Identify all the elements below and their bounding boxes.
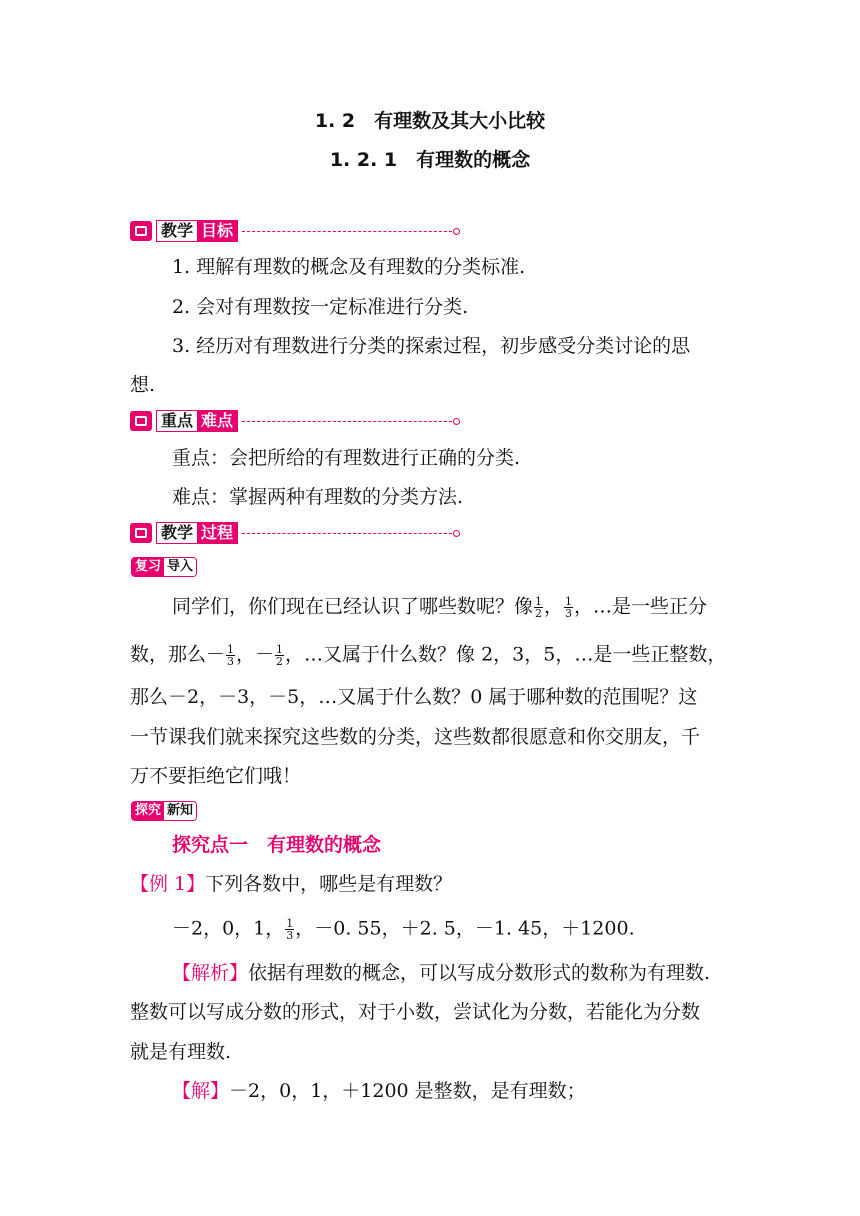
solution-line [172,1082,586,1101]
fraction [534,596,543,619]
denominator: 3 [565,607,573,620]
numerator: 1 [227,643,235,656]
dashed-divider [242,231,452,232]
tag-label: 新知 [164,802,196,820]
denominator: 2 [535,607,543,620]
solution-label: 【解】 [172,1080,230,1102]
section-banner-process [130,520,460,546]
banner-label: 重点 [157,411,197,431]
banner-label: 教学 [157,221,197,241]
fraction [564,596,573,619]
banner-label-highlight: 目标 [197,221,237,241]
text: 依据有理数的概念，可以写成分数形式的数称为有理数. [248,962,711,984]
dashed-divider [242,533,452,534]
denominator: 3 [286,929,294,942]
page-title: 1. 2 有理数及其大小比较 [314,110,546,132]
fraction [275,644,284,667]
tag-label: 复习 [132,558,164,576]
text: ，－0. 55，＋2. 5，－1. 45，＋1200. [295,917,635,940]
text: －2，0，1，＋1200 是整数，是有理数； [229,1080,586,1102]
text: 同学们，你们现在已经认识了哪些数呢？像 [172,595,534,618]
book-icon [130,523,152,543]
goal-item: 2. 会对有理数按一定标准进行分类. [172,296,469,318]
analysis-line: 就是有理数. [130,1041,232,1063]
text: 下列各数中，哪些是有理数？ [205,873,453,895]
fraction [226,644,235,667]
book-icon [130,221,152,241]
intro-line [172,596,707,619]
example-line [130,875,452,894]
divider-end-circle [453,418,460,425]
text: －2，0，1， [172,917,285,940]
text: ，…是一些正分 [574,595,708,618]
difficult-point: 难点：掌握两种有理数的分类方法. [172,486,464,508]
analysis-line [172,964,710,983]
divider-end-circle [453,228,460,235]
text: ，－ [236,643,275,666]
explore-point-title: 探究点一 有理数的概念 [172,834,382,856]
example-label: 【例 1】 [130,873,206,895]
banner-label: 教学 [157,523,197,543]
intro-line: 那么－2，－3，－5，…又属于什么数？0 属于哪种数的范围呢？这 [130,686,698,708]
intro-line [130,644,726,667]
divider-end-circle [453,530,460,537]
book-icon [130,411,152,431]
example-numbers [172,918,635,941]
numerator: 1 [565,595,573,608]
text: 数，那么－ [130,643,226,666]
denominator: 2 [276,655,284,668]
numerator: 1 [276,643,284,656]
goal-item-continued: 想. [130,374,156,396]
numerator: 1 [286,917,294,930]
intro-line: 一节课我们就来探究这些数的分类，这些数都很愿意和你交朋友，千 [130,726,701,748]
fraction [285,918,294,941]
review-intro-tag [131,557,197,577]
page-subtitle: 1. 2. 1 有理数的概念 [329,149,531,171]
banner-label-highlight: 难点 [197,411,237,431]
analysis-line: 整数可以写成分数的形式，对于小数，尝试化为分数，若能化为分数 [130,1001,701,1023]
analysis-label: 【解析】 [172,962,249,984]
tag-label: 探究 [132,802,164,820]
explore-tag [131,801,197,821]
section-banner-keypoints [130,408,460,434]
goal-item: 1. 理解有理数的概念及有理数的分类标准. [172,256,526,278]
dashed-divider [242,421,452,422]
text: ， [544,595,564,618]
intro-line: 万不要拒绝它们哦！ [130,765,302,787]
key-point: 重点：会把所给的有理数进行正确的分类. [172,447,521,469]
banner-label-highlight: 过程 [197,523,237,543]
section-banner-goals [130,218,460,244]
goal-item: 3. 经历对有理数进行分类的探索过程，初步感受分类讨论的思 [172,335,691,357]
tag-label: 导入 [164,558,196,576]
text: ，…又属于什么数？像 2，3，5，…是一些正整数， [285,643,727,666]
denominator: 3 [227,655,235,668]
numerator: 1 [535,595,543,608]
